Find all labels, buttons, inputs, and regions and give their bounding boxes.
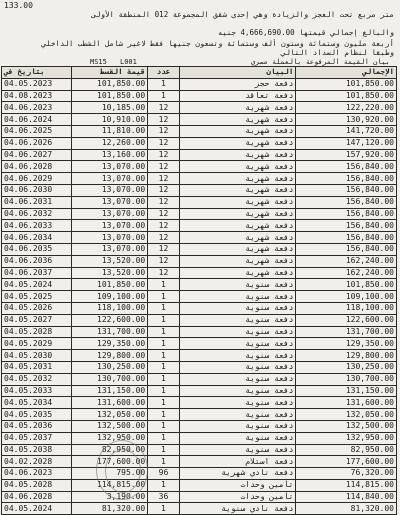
- cell-amount: 13,070.00: [72, 208, 148, 220]
- cell-count: 1: [148, 479, 179, 491]
- table-row: [2, 491, 397, 503]
- table-row: [2, 279, 397, 291]
- cell-amount: 131,600.00: [72, 397, 148, 409]
- cell-desc: دفعة شهرية: [179, 149, 296, 161]
- table-row: [2, 503, 397, 515]
- cell-desc: دفعة تعاقد: [179, 90, 296, 102]
- cell-desc: دفعة شهرية: [179, 220, 296, 232]
- cell-count: 1: [148, 409, 179, 421]
- cell-date: 04.05.2036: [2, 420, 72, 432]
- cell-total: 156,840.00: [296, 196, 397, 208]
- cell-date: 04.05.2023: [2, 78, 72, 90]
- header-count: عدد: [148, 67, 179, 79]
- cell-date: 04.05.2028: [2, 326, 72, 338]
- table-caption: بيان القيمة المرفوعة بالعملة مصري: [250, 58, 390, 66]
- table-row: [2, 196, 397, 208]
- cell-desc: دفعة نادي شهرية: [179, 468, 296, 480]
- cell-desc: دفعة نادي سنوية: [179, 503, 296, 515]
- official-stamp: [96, 440, 148, 500]
- cell-desc: تأمين وحدات: [179, 491, 296, 503]
- cell-desc: دفعة سنوية: [179, 326, 296, 338]
- cell-amount: 130,700.00: [72, 373, 148, 385]
- cell-total: 141,720.00: [296, 125, 397, 137]
- cell-count: 12: [148, 161, 179, 173]
- cell-amount: 13,070.00: [72, 184, 148, 196]
- table-row: [2, 267, 397, 279]
- unit-description: متر مربع تحت العجز والزيادة وهي إحدى شقق المجموعة 012 المنطقة الأولى: [91, 10, 394, 19]
- table-row: [2, 444, 397, 456]
- cell-total: 162,240.00: [296, 267, 397, 279]
- cell-total: 129,800.00: [296, 350, 397, 362]
- cell-total: 81,320.00: [296, 503, 397, 515]
- cell-date: 04.06.2023: [2, 468, 72, 480]
- cell-amount: 10,185.00: [72, 102, 148, 114]
- cell-count: 1: [148, 503, 179, 515]
- cell-desc: دفعة شهرية: [179, 114, 296, 126]
- cell-desc: دفعة سنوية: [179, 397, 296, 409]
- cell-total: 76,320.00: [296, 468, 397, 480]
- cell-total: 156,840.00: [296, 243, 397, 255]
- cell-amount: 3,190.00: [72, 491, 148, 503]
- cell-count: 1: [148, 420, 179, 432]
- header-description: البيان: [179, 67, 296, 79]
- table-row: [2, 220, 397, 232]
- cell-total: 156,840.00: [296, 161, 397, 173]
- cell-total: 114,840.00: [296, 491, 397, 503]
- table-row: [2, 432, 397, 444]
- table-row: [2, 456, 397, 468]
- cell-date: 04.06.2037: [2, 267, 72, 279]
- cell-desc: دفعة سنوية: [179, 291, 296, 303]
- table-body: [2, 78, 397, 514]
- cell-total: 177,600.00: [296, 456, 397, 468]
- table-row: [2, 90, 397, 102]
- cell-amount: 177,600.00: [72, 456, 148, 468]
- cell-amount: 122,600.00: [72, 314, 148, 326]
- cell-desc: دفعة شهرية: [179, 125, 296, 137]
- cell-desc: دفعة شهرية: [179, 196, 296, 208]
- cell-desc: دفعة سنوية: [179, 302, 296, 314]
- total-in-words: أربعة مليون وستمائة وستون ألف وستمائة وتسعون جنيها فقط لاغير شامل الشطب الداخلي: [41, 39, 394, 48]
- cell-desc: دفعة شهرية: [179, 255, 296, 267]
- table-row: [2, 420, 397, 432]
- cell-date: 04.06.2034: [2, 232, 72, 244]
- cell-amount: 114,815.00: [72, 479, 148, 491]
- cell-amount: 81,320.00: [72, 503, 148, 515]
- cell-count: 12: [148, 102, 179, 114]
- cell-total: 114,815.00: [296, 479, 397, 491]
- cell-total: 147,120.00: [296, 137, 397, 149]
- table-row: [2, 243, 397, 255]
- cell-count: 12: [148, 149, 179, 161]
- cell-total: 157,920.00: [296, 149, 397, 161]
- cell-total: 156,840.00: [296, 208, 397, 220]
- cell-total: 101,850.00: [296, 279, 397, 291]
- cell-desc: دفعة شهرية: [179, 102, 296, 114]
- cell-total: 109,100.00: [296, 291, 397, 303]
- header-total: الإجمالي: [296, 67, 397, 79]
- cell-count: 1: [148, 432, 179, 444]
- header-amount: قيمة القسط: [72, 67, 148, 79]
- cell-desc: دفعة شهرية: [179, 243, 296, 255]
- cell-count: 1: [148, 78, 179, 90]
- cell-desc: تأمين وحدات: [179, 479, 296, 491]
- cell-desc: دفعة شهرية: [179, 137, 296, 149]
- code-l001: L001: [120, 58, 137, 66]
- cell-date: 04.05.2027: [2, 314, 72, 326]
- cell-total: 131,600.00: [296, 397, 397, 409]
- cell-count: 12: [148, 208, 179, 220]
- cell-date: 04.05.2024: [2, 503, 72, 515]
- cell-desc: دفعة شهرية: [179, 173, 296, 185]
- table-row: [2, 479, 397, 491]
- cell-amount: 101,850.00: [72, 279, 148, 291]
- table-row: [2, 397, 397, 409]
- table-row: [2, 102, 397, 114]
- cell-amount: 129,350.00: [72, 338, 148, 350]
- cell-desc: دفعة سنوية: [179, 314, 296, 326]
- cell-total: 130,250.00: [296, 361, 397, 373]
- cell-date: 04.06.2025: [2, 125, 72, 137]
- cell-amount: 10,910.00: [72, 114, 148, 126]
- cell-desc: دفعة سنوية: [179, 279, 296, 291]
- cell-count: 12: [148, 196, 179, 208]
- cell-amount: 795.00: [72, 468, 148, 480]
- cell-amount: 13,070.00: [72, 161, 148, 173]
- cell-count: 1: [148, 397, 179, 409]
- table-row: [2, 137, 397, 149]
- cell-amount: 131,700.00: [72, 326, 148, 338]
- code-ms15: MS15: [90, 58, 107, 66]
- cell-date: 04.06.2026: [2, 137, 72, 149]
- cell-amount: 118,100.00: [72, 302, 148, 314]
- table-row: [2, 184, 397, 196]
- cell-count: 1: [148, 90, 179, 102]
- cell-date: 04.05.2033: [2, 385, 72, 397]
- cell-count: 1: [148, 456, 179, 468]
- cell-total: 132,950.00: [296, 432, 397, 444]
- table-row: [2, 385, 397, 397]
- cell-total: 156,840.00: [296, 173, 397, 185]
- cell-total: 130,920.00: [296, 114, 397, 126]
- cell-amount: 82,950.00: [72, 444, 148, 456]
- cell-amount: 13,070.00: [72, 196, 148, 208]
- cell-amount: 12,260.00: [72, 137, 148, 149]
- table-row: [2, 114, 397, 126]
- cell-total: 118,100.00: [296, 302, 397, 314]
- table-row: [2, 468, 397, 480]
- cell-amount: 132,500.00: [72, 420, 148, 432]
- table-row: [2, 314, 397, 326]
- table-row: [2, 161, 397, 173]
- cell-desc: دفعة سنوية: [179, 338, 296, 350]
- cell-desc: دفعة سنوية: [179, 432, 296, 444]
- cell-count: 1: [148, 444, 179, 456]
- header-date: بتاريخ في: [2, 67, 72, 79]
- table-row: [2, 291, 397, 303]
- unit-area: 133.00: [4, 1, 33, 10]
- cell-amount: 131,150.00: [72, 385, 148, 397]
- cell-date: 04.05.2037: [2, 432, 72, 444]
- cell-date: 04.06.2024: [2, 114, 72, 126]
- cell-date: 04.05.2030: [2, 350, 72, 362]
- cell-total: 129,350.00: [296, 338, 397, 350]
- cell-total: 156,840.00: [296, 220, 397, 232]
- cell-count: 96: [148, 468, 179, 480]
- cell-desc: دفعة سنوية: [179, 361, 296, 373]
- cell-count: 12: [148, 125, 179, 137]
- cell-desc: دفعة سنوية: [179, 350, 296, 362]
- payment-table: [1, 66, 397, 515]
- cell-count: 36: [148, 491, 179, 503]
- cell-date: 04.05.2024: [2, 279, 72, 291]
- table-row: [2, 409, 397, 421]
- cell-amount: 13,070.00: [72, 173, 148, 185]
- table-header-row: [2, 67, 397, 79]
- table-row: [2, 326, 397, 338]
- cell-date: 04.06.2030: [2, 184, 72, 196]
- cell-amount: 13,070.00: [72, 232, 148, 244]
- table-row: [2, 255, 397, 267]
- cell-amount: 13,070.00: [72, 220, 148, 232]
- cell-count: 12: [148, 173, 179, 185]
- cell-date: 04.06.2031: [2, 196, 72, 208]
- cell-date: 04.06.2032: [2, 208, 72, 220]
- cell-amount: 13,520.00: [72, 255, 148, 267]
- cell-desc: دفعة شهرية: [179, 184, 296, 196]
- cell-total: 156,840.00: [296, 232, 397, 244]
- cell-amount: 132,050.00: [72, 409, 148, 421]
- cell-amount: 130,250.00: [72, 361, 148, 373]
- cell-date: 04.06.2028: [2, 491, 72, 503]
- payment-system-note: وطبقاً لنظام السداد التالي: [281, 48, 394, 57]
- cell-date: 04.05.2038: [2, 444, 72, 456]
- cell-date: 04.06.2027: [2, 149, 72, 161]
- cell-total: 131,700.00: [296, 326, 397, 338]
- cell-desc: دفعة شهرية: [179, 267, 296, 279]
- table-row: [2, 149, 397, 161]
- cell-amount: 132,950.00: [72, 432, 148, 444]
- cell-date: 04.05.2032: [2, 373, 72, 385]
- cell-date: 04.05.2028: [2, 479, 72, 491]
- cell-count: 1: [148, 302, 179, 314]
- cell-total: 130,700.00: [296, 373, 397, 385]
- cell-date: 04.02.2028: [2, 456, 72, 468]
- cell-total: 101,850.00: [296, 90, 397, 102]
- cell-date: 04.05.2034: [2, 397, 72, 409]
- table-row: [2, 338, 397, 350]
- cell-desc: دفعة شهرية: [179, 232, 296, 244]
- cell-count: 1: [148, 326, 179, 338]
- cell-count: 1: [148, 279, 179, 291]
- total-value-line: والبالغ إجمالي قيمتها 4,666,690.00 جنيه: [217, 28, 394, 37]
- cell-desc: دفعة سنوية: [179, 385, 296, 397]
- table-row: [2, 302, 397, 314]
- table-row: [2, 373, 397, 385]
- cell-count: 1: [148, 385, 179, 397]
- stamp-inner-ring: [105, 449, 141, 493]
- cell-desc: دفعة حجز: [179, 78, 296, 90]
- cell-count: 1: [148, 350, 179, 362]
- cell-count: 12: [148, 255, 179, 267]
- table-row: [2, 173, 397, 185]
- cell-date: 04.05.2029: [2, 338, 72, 350]
- cell-desc: دفعة سنوية: [179, 420, 296, 432]
- cell-date: 04.05.2035: [2, 409, 72, 421]
- cell-date: 04.08.2023: [2, 90, 72, 102]
- cell-total: 132,050.00: [296, 409, 397, 421]
- cell-count: 12: [148, 184, 179, 196]
- cell-desc: دفعة سنوية: [179, 373, 296, 385]
- cell-count: 12: [148, 232, 179, 244]
- cell-count: 1: [148, 361, 179, 373]
- cell-amount: 13,070.00: [72, 243, 148, 255]
- cell-date: 04.05.2026: [2, 302, 72, 314]
- cell-amount: 129,800.00: [72, 350, 148, 362]
- table-row: [2, 350, 397, 362]
- cell-total: 122,220.00: [296, 102, 397, 114]
- table-meta: [0, 58, 398, 66]
- cell-date: 04.05.2025: [2, 291, 72, 303]
- cell-desc: دفعة شهرية: [179, 208, 296, 220]
- cell-count: 12: [148, 220, 179, 232]
- cell-desc: دفعة شهرية: [179, 161, 296, 173]
- cell-date: 04.06.2035: [2, 243, 72, 255]
- cell-count: 12: [148, 267, 179, 279]
- cell-total: 131,150.00: [296, 385, 397, 397]
- cell-count: 1: [148, 291, 179, 303]
- cell-date: 04.06.2029: [2, 173, 72, 185]
- table-row: [2, 125, 397, 137]
- table-row: [2, 78, 397, 90]
- cell-amount: 13,160.00: [72, 149, 148, 161]
- cell-total: 122,600.00: [296, 314, 397, 326]
- cell-total: 132,500.00: [296, 420, 397, 432]
- table-row: [2, 208, 397, 220]
- cell-date: 04.06.2028: [2, 161, 72, 173]
- cell-date: 04.05.2031: [2, 361, 72, 373]
- cell-count: 12: [148, 137, 179, 149]
- cell-count: 12: [148, 114, 179, 126]
- cell-date: 04.06.2036: [2, 255, 72, 267]
- cell-count: 1: [148, 373, 179, 385]
- cell-date: 04.06.2023: [2, 102, 72, 114]
- cell-count: 1: [148, 338, 179, 350]
- cell-amount: 101,850.00: [72, 78, 148, 90]
- cell-desc: دفعة استلام: [179, 456, 296, 468]
- cell-total: 162,240.00: [296, 255, 397, 267]
- cell-amount: 109,100.00: [72, 291, 148, 303]
- cell-count: 12: [148, 243, 179, 255]
- cell-desc: دفعة سنوية: [179, 409, 296, 421]
- cell-count: 1: [148, 314, 179, 326]
- cell-total: 156,840.00: [296, 184, 397, 196]
- table-row: [2, 232, 397, 244]
- cell-amount: 101,850.00: [72, 90, 148, 102]
- cell-date: 04.06.2033: [2, 220, 72, 232]
- cell-total: 101,850.00: [296, 78, 397, 90]
- cell-amount: 13,520.00: [72, 267, 148, 279]
- cell-desc: دفعة سنوية: [179, 444, 296, 456]
- table-row: [2, 361, 397, 373]
- cell-amount: 11,810.00: [72, 125, 148, 137]
- cell-total: 82,950.00: [296, 444, 397, 456]
